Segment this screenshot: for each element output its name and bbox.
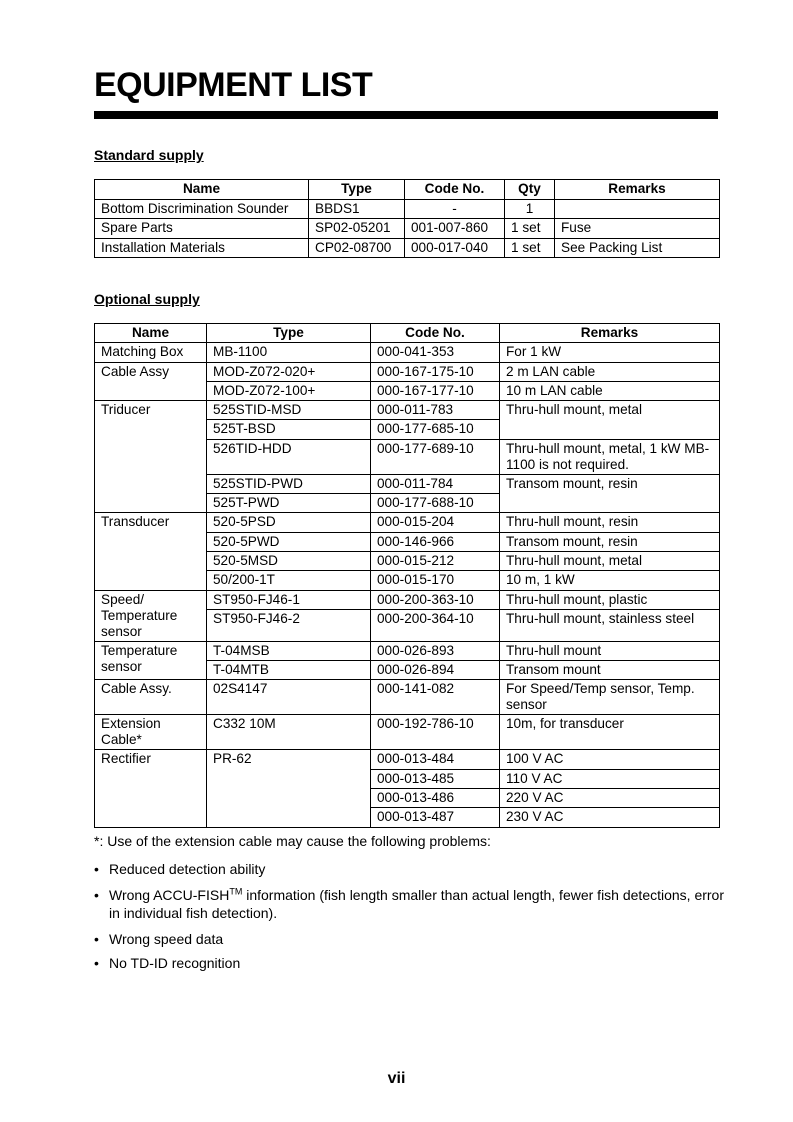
remarks-cell: Transom mount, resin — [500, 532, 720, 551]
table-cell: Installation Materials — [95, 238, 309, 258]
type-cell: 50/200-1T — [207, 571, 371, 590]
name-cell: Matching Box — [95, 343, 207, 362]
table-row — [95, 362, 720, 381]
table-cell: 1 — [505, 199, 555, 219]
type-cell: PR-62 — [207, 750, 371, 827]
type-cell: 520-5PWD — [207, 532, 371, 551]
remarks-cell: Thru-hull mount, metal — [500, 401, 720, 440]
code-cell: 000-011-784 — [371, 474, 500, 493]
code-cell: 000-192-786-10 — [371, 715, 500, 750]
name-cell: Extension Cable* — [95, 715, 207, 750]
table-cell: 1 set — [505, 238, 555, 258]
table-cell: BBDS1 — [309, 199, 405, 219]
table-cell: CP02-08700 — [309, 238, 405, 258]
list-item-text: Wrong speed data — [109, 931, 224, 947]
title-rule — [94, 111, 718, 119]
code-cell: 000-200-363-10 — [371, 590, 500, 609]
table-row — [95, 219, 720, 239]
type-cell: MOD-Z072-020+ — [207, 362, 371, 381]
type-cell: 525T-BSD — [207, 420, 371, 439]
type-cell: MB-1100 — [207, 343, 371, 362]
list-item — [94, 930, 724, 948]
table-cell: See Packing List — [555, 238, 720, 258]
code-cell: 000-141-082 — [371, 680, 500, 715]
list-item — [94, 860, 724, 878]
page-title: EQUIPMENT LIST — [94, 66, 373, 104]
code-cell: 000-167-175-10 — [371, 362, 500, 381]
trademark-mark: TM — [229, 886, 243, 897]
remarks-cell: For 1 kW — [500, 343, 720, 362]
code-cell: 000-167-177-10 — [371, 381, 500, 400]
table-cell: Bottom Discrimination Sounder — [95, 199, 309, 219]
table-cell: 001-007-860 — [405, 219, 505, 239]
table-row — [95, 343, 720, 362]
code-cell: 000-200-364-10 — [371, 609, 500, 641]
table-header-row — [95, 180, 720, 200]
type-cell: 526TID-HDD — [207, 439, 371, 474]
bullet-icon: • — [94, 955, 99, 971]
list-item-text: Reduced detection ability — [109, 861, 266, 877]
column-header: Code No. — [371, 324, 500, 343]
code-cell: 000-013-485 — [371, 769, 500, 788]
table-cell: - — [405, 199, 505, 219]
column-header: Name — [95, 324, 207, 343]
name-cell: Cable Assy. — [95, 680, 207, 715]
code-cell: 000-146-966 — [371, 532, 500, 551]
code-cell: 000-015-212 — [371, 551, 500, 570]
type-cell: C332 10M — [207, 715, 371, 750]
table-cell: Spare Parts — [95, 219, 309, 239]
table-row — [95, 715, 720, 750]
table-row — [95, 750, 720, 769]
table-cell — [555, 199, 720, 219]
type-cell: MOD-Z072-100+ — [207, 381, 371, 400]
code-cell: 000-013-486 — [371, 789, 500, 808]
remarks-cell: 220 V AC — [500, 789, 720, 808]
extension-cable-notes — [94, 832, 724, 978]
type-cell: 02S4147 — [207, 680, 371, 715]
remarks-cell: Transom mount, resin — [500, 474, 720, 513]
code-cell: 000-015-204 — [371, 513, 500, 532]
remarks-cell: Thru-hull mount — [500, 641, 720, 660]
remarks-cell: 10 m LAN cable — [500, 381, 720, 400]
type-cell: ST950-FJ46-1 — [207, 590, 371, 609]
remarks-cell: 10 m, 1 kW — [500, 571, 720, 590]
table-cell: 1 set — [505, 219, 555, 239]
table-header-row — [95, 324, 720, 343]
remarks-cell: 100 V AC — [500, 750, 720, 769]
table-row — [95, 641, 720, 660]
list-item — [94, 954, 724, 972]
code-cell: 000-026-894 — [371, 661, 500, 680]
name-cell: Triducer — [95, 401, 207, 513]
accu-fish-description: information (fish length smaller than actual length, fewer fish detections, error in individual fish detection). — [109, 887, 725, 921]
table-cell: SP02-05201 — [309, 219, 405, 239]
remarks-cell: 2 m LAN cable — [500, 362, 720, 381]
table-cell: Fuse — [555, 219, 720, 239]
name-cell: Transducer — [95, 513, 207, 590]
code-cell: 000-013-487 — [371, 808, 500, 827]
bullet-icon: • — [94, 887, 99, 903]
type-cell: ST950-FJ46-2 — [207, 609, 371, 641]
table-cell: 000-017-040 — [405, 238, 505, 258]
note-intro: *: Use of the extension cable may cause the following problems: — [94, 833, 491, 849]
name-cell: Cable Assy — [95, 362, 207, 401]
table-row — [95, 513, 720, 532]
remarks-cell: Thru-hull mount, stainless steel — [500, 609, 720, 641]
column-header: Type — [207, 324, 371, 343]
code-cell: 000-026-893 — [371, 641, 500, 660]
page-number: vii — [387, 1070, 406, 1087]
name-cell: Speed/ Temperature sensor — [95, 590, 207, 641]
type-cell: 525STID-PWD — [207, 474, 371, 493]
column-header: Name — [95, 180, 309, 200]
optional-supply-table — [94, 323, 720, 828]
code-cell: 000-177-688-10 — [371, 494, 500, 513]
column-header: Remarks — [500, 324, 720, 343]
standard-supply-table — [94, 179, 720, 258]
list-item-text: No TD-ID recognition — [109, 955, 241, 971]
list-item-text — [109, 887, 724, 921]
code-cell: 000-011-783 — [371, 401, 500, 420]
accu-fish-label: Wrong ACCU-FISH — [109, 887, 230, 903]
type-cell: 520-5PSD — [207, 513, 371, 532]
remarks-cell: Thru-hull mount, plastic — [500, 590, 720, 609]
standard-supply-heading: Standard supply — [94, 147, 204, 163]
column-header: Qty — [505, 180, 555, 200]
remarks-cell: Thru-hull mount, metal — [500, 551, 720, 570]
code-cell: 000-013-484 — [371, 750, 500, 769]
remarks-cell: Transom mount — [500, 661, 720, 680]
type-cell: T-04MSB — [207, 641, 371, 660]
optional-supply-heading: Optional supply — [94, 291, 200, 307]
name-cell: Temperature sensor — [95, 641, 207, 680]
list-item — [94, 886, 724, 922]
name-cell: Rectifier — [95, 750, 207, 827]
column-header: Remarks — [555, 180, 720, 200]
table-row — [95, 199, 720, 219]
column-header: Type — [309, 180, 405, 200]
code-cell: 000-041-353 — [371, 343, 500, 362]
table-row — [95, 590, 720, 609]
remarks-cell: 10m, for transducer — [500, 715, 720, 750]
bullet-icon: • — [94, 861, 99, 877]
column-header: Code No. — [405, 180, 505, 200]
type-cell: 520-5MSD — [207, 551, 371, 570]
type-cell: 525STID-MSD — [207, 401, 371, 420]
remarks-cell: Thru-hull mount, metal, 1 kW MB-1100 is not required. — [500, 439, 720, 474]
remarks-cell: 230 V AC — [500, 808, 720, 827]
code-cell: 000-177-689-10 — [371, 439, 500, 474]
type-cell: 525T-PWD — [207, 494, 371, 513]
code-cell: 000-177-685-10 — [371, 420, 500, 439]
table-row — [95, 680, 720, 715]
remarks-cell: Thru-hull mount, resin — [500, 513, 720, 532]
remarks-cell: 110 V AC — [500, 769, 720, 788]
code-cell: 000-015-170 — [371, 571, 500, 590]
remarks-cell: For Speed/Temp sensor, Temp. sensor — [500, 680, 720, 715]
bullet-icon: • — [94, 931, 99, 947]
type-cell: T-04MTB — [207, 661, 371, 680]
table-row — [95, 401, 720, 420]
table-row — [95, 238, 720, 258]
